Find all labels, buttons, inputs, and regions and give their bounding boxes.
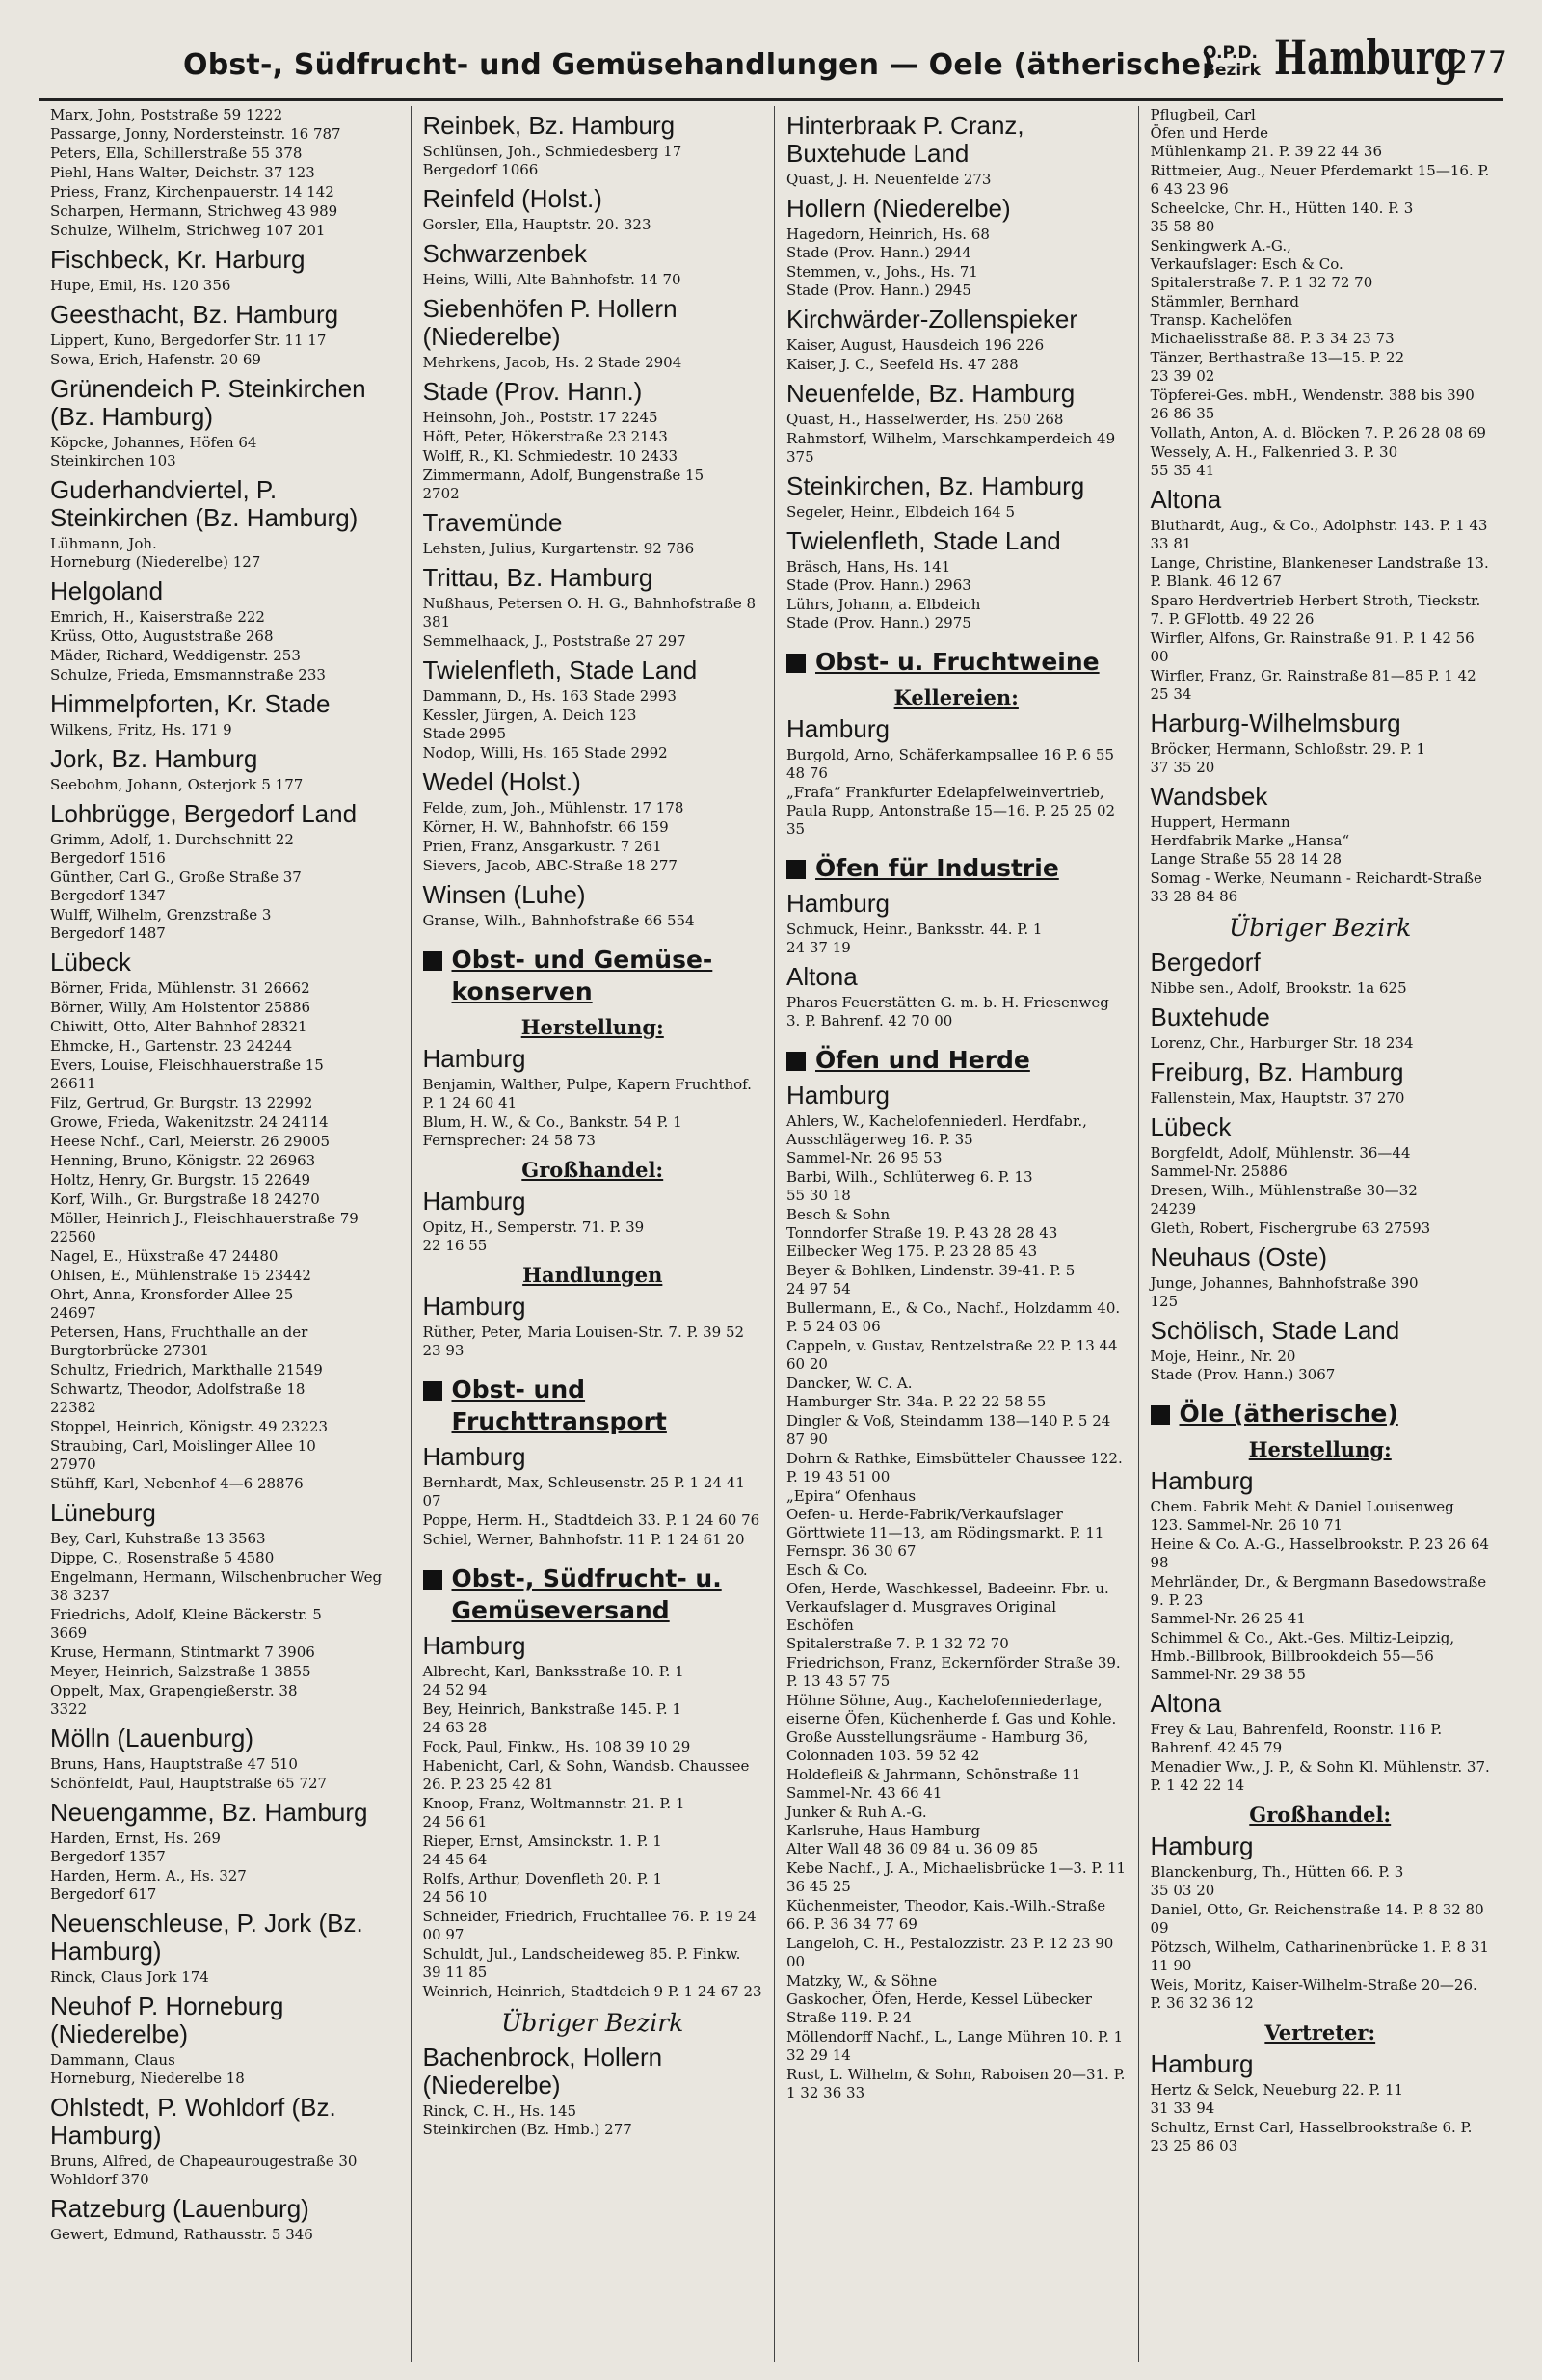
place-heading: Hamburg (786, 889, 890, 918)
directory-entry: Zimmermann, Adolf, Bungenstraße 15 2702 (422, 467, 705, 502)
directory-entry: Nagel, E., Hüxstraße 47 24480 (50, 1247, 279, 1265)
directory-entry: Blanckenburg, Th., Hütten 66. P. 3 35 03 20 (1150, 1863, 1404, 1899)
place-heading: Schwarzenbek (422, 239, 588, 268)
directory-entry: Junker & Ruh A.-G. Karlsruhe, Haus Hamburg Alter Wall 48 36 09 84 u. 36 09 85 (786, 1804, 1039, 1858)
directory-entry: Dingler & Voß, Steindamm 138—140 P. 5 24 87 90 (786, 1412, 1111, 1448)
place-heading: Neuenfelde, Bz. Hamburg (786, 379, 1076, 408)
subsection-heading: Vertreter: (1264, 2020, 1376, 2045)
directory-entry: Möllendorff Nachf., L., Lange Mühren 10. P. 1 32 29 14 (786, 2028, 1124, 2064)
directory-entry: Scheelcke, Chr. H., Hütten 140. P. 3 35 58 80 (1150, 200, 1414, 235)
directory-entry: Growe, Frieda, Wakenitzstr. 24 24114 (50, 1113, 329, 1131)
directory-entry: Wilkens, Fritz, Hs. 171 9 (50, 721, 232, 738)
directory-entry: Pötzsch, Wilhelm, Catharinenbrücke 1. P. 8 31 11 90 (1150, 1939, 1489, 1974)
place-heading: Hamburg (422, 1187, 526, 1216)
place-heading: Lübeck (50, 948, 131, 976)
place-heading: Hamburg (422, 1044, 526, 1073)
directory-entry: Stoppel, Heinrich, Königstr. 49 23223 (50, 1418, 328, 1435)
directory-entry: Habenicht, Carl, & Sohn, Wandsb. Chaussee 26. P. 23 25 42 81 (422, 1757, 750, 1793)
directory-entry: Kaiser, J. C., Seefeld Hs. 47 288 (786, 356, 1019, 373)
directory-entry: Töpferei-Ges. mbH., Wendenstr. 388 bis 390 26 86 35 (1150, 387, 1475, 422)
directory-entry: Burgold, Arno, Schäferkampsallee 16 P. 6 55 48 76 (786, 746, 1114, 782)
directory-entry: Somag - Werke, Neumann - Reichardt-Straße 33 28 84 86 (1150, 869, 1482, 905)
directory-entry: Segeler, Heinr., Elbdeich 164 5 (786, 503, 1016, 521)
section-title: Obst- u. Fruchtweine (815, 648, 1100, 676)
directory-entry: Sievers, Jacob, ABC-Straße 18 277 (422, 857, 678, 874)
directory-entry: Bruns, Alfred, de Chapeaurougestraße 30 Wohldorf 370 (50, 2153, 358, 2188)
directory-entry: Huppert, Hermann Herdfabrik Marke „Hansa“ Lange Straße 55 28 14 28 (1150, 814, 1350, 868)
directory-entry: Hertz & Selck, Neueburg 22. P. 11 31 33 94 (1150, 2081, 1404, 2117)
directory-entry: Stemmen, v., Johs., Hs. 71 Stade (Prov. Hann.) 2945 (786, 263, 978, 299)
directory-entry: Friedrichs, Adolf, Kleine Bäckerstr. 5 3669 (50, 1606, 322, 1642)
directory-entry: Rüther, Peter, Maria Louisen-Str. 7. P. 39 52 23 93 (422, 1324, 745, 1359)
directory-entry: Moje, Heinr., Nr. 20 Stade (Prov. Hann.) 3067 (1150, 1348, 1336, 1383)
section-square-icon (786, 1052, 806, 1071)
subsection-heading: Herstellung: (1248, 1437, 1392, 1461)
directory-entry: Petersen, Hans, Fruchthalle an der Burgtorbrücke 27301 (50, 1324, 308, 1359)
directory-entry: Börner, Frida, Mühlenstr. 31 26662 (50, 979, 310, 997)
place-heading: Travemünde (422, 508, 563, 537)
place-heading: Geesthacht, Bz. Hamburg (50, 300, 339, 329)
directory-entry: Sparo Herdvertrieb Herbert Stroth, Tieckstr. 7. P. GFlottb. 49 22 26 (1150, 592, 1481, 628)
section-heading (786, 1044, 1127, 1076)
directory-entry: Stämmler, Bernhard Transp. Kachelöfen Michaelisstraße 88. P. 3 34 23 73 (1150, 293, 1395, 347)
directory-entry: Dresen, Wilh., Mühlenstraße 30—32 24239 (1150, 1182, 1418, 1217)
place-heading: Kirchwärder-Zollenspieker (786, 305, 1077, 334)
directory-entry: Junge, Johannes, Bahnhofstraße 390 125 (1150, 1274, 1419, 1310)
directory-entry: Schönfeldt, Paul, Hauptstraße 65 727 (50, 1775, 328, 1792)
directory-entry: Henning, Bruno, Königstr. 22 26963 (50, 1152, 316, 1169)
directory-entry: Tänzer, Berthastraße 13—15. P. 22 23 39 02 (1150, 349, 1405, 385)
region-heading: Übriger Bezirk (1229, 914, 1412, 942)
directory-entry: Pflugbeil, Carl Öfen und Herde Mühlenkamp 21. P. 39 22 44 36 (1150, 106, 1383, 160)
directory-entry: Meyer, Heinrich, Salzstraße 1 3855 (50, 1663, 311, 1680)
directory-entry: Schulze, Frieda, Emsmannstraße 233 (50, 666, 326, 683)
place-heading: Ratzeburg (Lauenburg) (50, 2194, 309, 2223)
directory-entry: Harden, Ernst, Hs. 269 Bergedorf 1357 (50, 1830, 221, 1865)
directory-entry: Prien, Franz, Ansgarkustr. 7 261 (422, 838, 662, 855)
directory-entry: Semmelhaack, J., Poststraße 27 297 (422, 632, 686, 650)
place-heading: Twielenfleth, Stade Land (786, 526, 1061, 555)
place-heading: Lüneburg (50, 1498, 156, 1527)
section-square-icon (423, 1570, 442, 1590)
place-heading: Wedel (Holst.) (422, 767, 581, 796)
place-heading: Altona (786, 962, 858, 991)
directory-entry: Quast, H., Hasselwerder, Hs. 250 268 (786, 411, 1064, 428)
page-number: 277 (1449, 44, 1508, 81)
directory-entry: Wulff, Wilhelm, Grenzstraße 3 Bergedorf 1487 (50, 906, 272, 942)
section-heading (786, 852, 1127, 884)
place-heading: Hamburg (422, 1292, 526, 1321)
directory-entry: Granse, Wilh., Bahnhofstraße 66 554 (422, 912, 695, 929)
directory-entry: Chiwitt, Otto, Alter Bahnhof 28321 (50, 1018, 307, 1035)
directory-entry: Bullermann, E., & Co., Nachf., Holzdamm 40. P. 5 24 03 06 (786, 1299, 1121, 1335)
directory-entry: Günther, Carl G., Große Straße 37 Bergedorf 1347 (50, 869, 302, 904)
directory-entry: Gorsler, Ella, Hauptstr. 20. 323 (422, 216, 651, 233)
place-heading: Siebenhöfen P. Hollern (Niederelbe) (422, 294, 678, 351)
directory-entry: Bey, Heinrich, Bankstraße 145. P. 1 24 63 28 (422, 1700, 681, 1736)
subsection-heading: Großhandel: (521, 1158, 664, 1182)
directory-entry: Schimmel & Co., Akt.-Ges. Miltiz-Leipzig, Hmb.-Billbrook, Billbrookdeich 55—56 Sammel-Nr. 29 38 55 (1150, 1629, 1455, 1683)
place-heading: Bachenbrock, Hollern (Niederelbe) (422, 2043, 663, 2099)
column-4 (1138, 106, 1502, 2362)
directory-entry: Bluthardt, Aug., & Co., Adolphstr. 143. P. 1 43 33 81 (1150, 517, 1488, 552)
directory-entry: Peters, Ella, Schillerstraße 55 378 (50, 145, 303, 162)
directory-entry: Nodop, Willi, Hs. 165 Stade 2992 (422, 744, 668, 762)
directory-entry: Borgfeldt, Adolf, Mühlenstr. 36—44 Sammel-Nr. 25886 (1150, 1144, 1411, 1180)
place-heading: Lohbrügge, Bergedorf Land (50, 799, 358, 828)
directory-entry: Opitz, H., Semperstr. 71. P. 39 22 16 55 (422, 1218, 645, 1254)
page-header (39, 21, 1508, 101)
directory-entry: Körner, H. W., Bahnhofstr. 66 159 (422, 818, 669, 836)
directory-entry: Dancker, W. C. A. Hamburger Str. 34a. P. 22 22 58 55 (786, 1375, 1047, 1410)
directory-entry: Matzky, W., & Söhne Gaskocher, Öfen, Herde, Kessel Lübecker Straße 119. P. 24 (786, 1972, 1092, 2026)
directory-entry: Lühmann, Joh. Horneburg (Niederelbe) 127 (50, 535, 261, 571)
directory-entry: Schlünsen, Joh., Schmiedesberg 17 Bergedorf 1066 (422, 143, 682, 178)
section-title: Öfen und Herde (815, 1046, 1030, 1074)
directory-entry: Wirfler, Alfons, Gr. Rainstraße 91. P. 1 42 56 00 (1150, 629, 1475, 665)
place-heading: Hamburg (422, 1631, 526, 1660)
directory-entry: Heese Nchf., Carl, Meierstr. 26 29005 (50, 1133, 331, 1150)
directory-entry: Engelmann, Hermann, Wilschenbrucher Weg 38 3237 (50, 1568, 383, 1604)
place-heading: Hollern (Niederelbe) (786, 194, 1011, 223)
section-square-icon (423, 1381, 442, 1401)
directory-entry: Börner, Willy, Am Holstentor 25886 (50, 999, 311, 1016)
place-heading: Hinterbraak P. Cranz, Buxtehude Land (786, 111, 1024, 168)
place-heading: Guderhandviertel, P. Steinkirchen (Bz. Hamburg) (50, 475, 359, 532)
directory-entry: Weinrich, Heinrich, Stadtdeich 9 P. 1 24 67 23 (422, 1983, 762, 2000)
directory-columns (46, 106, 1502, 2362)
directory-entry: „Frafa“ Frankfurter Edelapfelweinvertrieb, Paula Rupp, Antonstraße 15—16. P. 25 25 02 35 (786, 784, 1116, 838)
directory-entry: Heinsohn, Joh., Poststr. 17 2245 (422, 409, 658, 426)
directory-entry: Rittmeier, Aug., Neuer Pferdemarkt 15—16. P. 6 43 23 96 (1150, 162, 1490, 198)
place-heading: Wandsbek (1150, 782, 1268, 811)
directory-entry: Seebohm, Johann, Osterjork 5 177 (50, 776, 304, 793)
subsection-heading: Großhandel: (1249, 1803, 1392, 1827)
section-square-icon (423, 951, 442, 971)
directory-entry: Sowa, Erich, Hafenstr. 20 69 (50, 351, 261, 368)
directory-entry: Gewert, Edmund, Rathausstr. 5 346 (50, 2226, 313, 2243)
place-heading: Helgoland (50, 576, 164, 605)
place-heading: Jork, Bz. Hamburg (50, 744, 258, 773)
directory-entry: Kebe Nachf., J. A., Michaelisbrücke 1—3. P. 11 36 45 25 (786, 1859, 1127, 1895)
directory-entry: Nußhaus, Petersen O. H. G., Bahnhofstraße 8 381 (422, 595, 757, 630)
directory-entry: Kruse, Hermann, Stintmarkt 7 3906 (50, 1644, 315, 1661)
directory-entry: Benjamin, Walther, Pulpe, Kapern Fruchthof. P. 1 24 60 41 (422, 1076, 752, 1111)
directory-entry: Rahmstorf, Wilhelm, Marschkamperdeich 49 375 (786, 430, 1116, 466)
place-heading: Hamburg (786, 1081, 890, 1110)
directory-entry: Albrecht, Karl, Banksstraße 10. P. 1 24 52 94 (422, 1663, 684, 1698)
directory-entry: Lührs, Johann, a. Elbdeich Stade (Prov. Hann.) 2975 (786, 596, 981, 631)
section-title: Obst- und Fruchttransport (451, 1376, 667, 1435)
subsection-heading: Handlungen (522, 1263, 663, 1287)
section-square-icon (786, 860, 806, 879)
directory-entry: Scharpen, Hermann, Strichweg 43 989 (50, 202, 338, 220)
section-heading (423, 944, 763, 1007)
place-heading: Steinkirchen, Bz. Hamburg (786, 471, 1085, 500)
directory-entry: Daniel, Otto, Gr. Reichenstraße 14. P. 8 32 80 09 (1150, 1901, 1484, 1937)
column-3 (774, 106, 1138, 2362)
page-title: Obst-, Südfrucht- und Gemüsehandlungen — Oele (ätherische) (183, 48, 1215, 82)
directory-entry: Holdefleiß & Jahrmann, Schönstraße 11 Sammel-Nr. 43 66 41 (786, 1766, 1081, 1802)
directory-entry: Piehl, Hans Walter, Deichstr. 37 123 (50, 164, 315, 181)
directory-entry: Felde, zum, Joh., Mühlenstr. 17 178 (422, 799, 684, 816)
directory-entry: Küchenmeister, Theodor, Kais.-Wilh.-Straße 66. P. 36 34 77 69 (786, 1897, 1106, 1933)
section-heading (423, 1374, 763, 1437)
directory-entry: Schmuck, Heinr., Banksstr. 44. P. 1 24 37 19 (786, 921, 1043, 956)
directory-entry: Filz, Gertrud, Gr. Burgstr. 13 22992 (50, 1094, 313, 1111)
directory-entry: Stühff, Karl, Nebenhof 4—6 28876 (50, 1475, 304, 1492)
directory-entry: Oppelt, Max, Grapengießerstr. 38 3322 (50, 1682, 298, 1718)
directory-entry: Weis, Moritz, Kaiser-Wilhelm-Straße 20—26. P. 36 32 36 12 (1150, 1976, 1477, 2012)
directory-entry: Dohrn & Rathke, Eimsbütteler Chaussee 122. P. 19 43 51 00 (786, 1450, 1123, 1485)
place-heading: Himmelpforten, Kr. Stade (50, 689, 331, 718)
directory-entry: Marx, John, Poststraße 59 1222 (50, 106, 283, 123)
place-heading: Schölisch, Stade Land (1150, 1316, 1400, 1345)
directory-entry: Wolff, R., Kl. Schmiedestr. 10 2433 (422, 447, 678, 465)
directory-entry: Ahlers, W., Kachelofenniederl. Herdfabr., Ausschlägerweg 16. P. 35 Sammel-Nr. 26 95 53 (786, 1112, 1087, 1166)
place-heading: Reinbek, Bz. Hamburg (422, 111, 676, 140)
place-heading: Freiburg, Bz. Hamburg (1150, 1057, 1404, 1086)
section-title: Obst- und Gemüse- konserven (451, 946, 713, 1005)
directory-entry: Poppe, Herm. H., Stadtdeich 33. P. 1 24 60 76 (422, 1511, 760, 1529)
directory-entry: Mäder, Richard, Weddigenstr. 253 (50, 647, 301, 664)
place-heading: Altona (1150, 485, 1222, 514)
place-heading: Twielenfleth, Stade Land (422, 655, 698, 684)
directory-entry: Blum, H. W., & Co., Bankstr. 54 P. 1 Fernsprecher: 24 58 73 (422, 1113, 682, 1149)
section-title: Öfen für Industrie (815, 854, 1059, 882)
place-heading: Hamburg (786, 714, 890, 743)
place-heading: Altona (1150, 1689, 1222, 1718)
directory-entry: Knoop, Franz, Woltmannstr. 21. P. 1 24 56 61 (422, 1795, 685, 1831)
directory-entry: Priess, Franz, Kirchenpauerstr. 14 142 (50, 183, 334, 201)
directory-entry: Fock, Paul, Finkw., Hs. 108 39 10 29 (422, 1738, 691, 1755)
directory-entry: Krüss, Otto, Auguststraße 268 (50, 628, 274, 645)
section-heading (786, 646, 1127, 678)
directory-entry: Hagedorn, Heinrich, Hs. 68 Stade (Prov. Hann.) 2944 (786, 226, 990, 261)
directory-entry: Nibbe sen., Adolf, Brookstr. 1a 625 (1150, 979, 1407, 997)
place-heading: Harburg-Wilhelmsburg (1150, 709, 1401, 737)
directory-entry: Quast, J. H. Neuenfelde 273 (786, 171, 992, 188)
directory-entry: Chem. Fabrik Meht & Daniel Louisenweg 123. Sammel-Nr. 26 10 71 (1150, 1498, 1454, 1534)
directory-entry: Straubing, Carl, Moislinger Allee 10 27970 (50, 1437, 316, 1473)
directory-entry: Lehsten, Julius, Kurgartenstr. 92 786 (422, 540, 695, 557)
directory-entry: Kaiser, August, Hausdeich 196 226 (786, 336, 1045, 354)
directory-entry: Dippe, C., Rosenstraße 5 4580 (50, 1549, 275, 1566)
directory-entry: Mehrländer, Dr., & Bergmann Basedowstraße 9. P. 23 Sammel-Nr. 26 25 41 (1150, 1573, 1487, 1627)
directory-entry: Lippert, Kuno, Bergedorfer Str. 11 17 (50, 332, 327, 349)
directory-entry: Dammann, D., Hs. 163 Stade 2993 (422, 687, 677, 705)
section-heading (1151, 1398, 1491, 1430)
directory-entry: Harden, Herm. A., Hs. 327 Bergedorf 617 (50, 1867, 247, 1903)
district-label: O.P.D. Bezirk (1203, 43, 1261, 80)
directory-entry: Passarge, Jonny, Nordersteinstr. 16 787 (50, 125, 341, 143)
directory-entry: Ehmcke, H., Gartenstr. 23 24244 (50, 1037, 293, 1055)
section-square-icon (786, 654, 806, 673)
directory-entry: Senkingwerk A.-G., Verkaufslager: Esch & Co. Spitalerstraße 7. P. 1 32 72 70 (1150, 237, 1373, 291)
directory-entry: Pharos Feuerstätten G. m. b. H. Friesenweg 3. P. Bahrenf. 42 70 00 (786, 994, 1109, 1030)
place-heading: Hamburg (1150, 1466, 1254, 1495)
directory-entry: Mehrkens, Jacob, Hs. 2 Stade 2904 (422, 354, 682, 371)
section-heading (423, 1563, 763, 1626)
directory-entry: Schultz, Friedrich, Markthalle 21549 (50, 1361, 323, 1378)
directory-entry: Schultz, Ernst Carl, Hasselbrookstraße 6. P. 23 25 86 03 (1150, 2119, 1473, 2154)
directory-entry: Menadier Ww., J. P., & Sohn Kl. Mühlenstr. 37. P. 1 42 22 14 (1150, 1758, 1490, 1794)
directory-entry: Hupe, Emil, Hs. 120 356 (50, 277, 231, 294)
directory-entry: Ohlsen, E., Mühlenstraße 15 23442 (50, 1267, 311, 1284)
place-heading: Bergedorf (1150, 948, 1261, 976)
directory-entry: Rieper, Ernst, Amsinckstr. 1. P. 1 24 45 64 (422, 1832, 662, 1868)
directory-entry: Rinck, Claus Jork 174 (50, 1968, 209, 1986)
directory-entry: Esch & Co. Ofen, Herde, Waschkessel, Badeeinr. Fbr. u. Verkaufslager d. Musgraves Original Eschöfen Spitalerstraße 7. P. 1 32 72 70 (786, 1562, 1109, 1652)
place-heading: Mölln (Lauenburg) (50, 1724, 254, 1752)
directory-entry: Barbi, Wilh., Schlüterweg 6. P. 13 55 30 18 (786, 1168, 1033, 1204)
place-heading: Hamburg (1150, 2049, 1254, 2078)
section-title: Obst-, Südfrucht- u. Gemüseversand (451, 1564, 722, 1624)
directory-entry: Wessely, A. H., Falkenried 3. P. 30 55 35 41 (1150, 443, 1398, 479)
directory-entry: Schuldt, Jul., Landscheideweg 85. P. Finkw. 39 11 85 (422, 1945, 741, 1981)
directory-entry: Dammann, Claus Horneburg, Niederelbe 18 (50, 2051, 245, 2087)
section-square-icon (1151, 1405, 1170, 1425)
directory-entry: Beyer & Bohlken, Lindenstr. 39-41. P. 5 24 97 54 (786, 1262, 1076, 1297)
directory-entry: Kessler, Jürgen, A. Deich 123 Stade 2995 (422, 707, 637, 742)
directory-entry: Cappeln, v. Gustav, Rentzelstraße 22 P. 13 44 60 20 (786, 1337, 1118, 1373)
directory-entry: Korf, Wilh., Gr. Burgstraße 18 24270 (50, 1190, 320, 1208)
place-heading: Hamburg (422, 1442, 526, 1471)
directory-entry: Heine & Co. A.-G., Hasselbrookstr. P. 23 26 64 98 (1150, 1536, 1490, 1571)
place-heading: Neuhaus (Oste) (1150, 1243, 1328, 1271)
directory-entry: Holtz, Henry, Gr. Burgstr. 15 22649 (50, 1171, 311, 1189)
section-title: Öle (ätherische) (1179, 1400, 1398, 1428)
place-heading: Neuengamme, Bz. Hamburg (50, 1798, 368, 1827)
directory-entry: Schulze, Wilhelm, Strichweg 107 201 (50, 222, 326, 239)
place-heading: Ohlstedt, P. Wohldorf (Bz. Hamburg) (50, 2093, 336, 2150)
directory-entry: Lange, Christine, Blankeneser Landstraße 13. P. Blank. 46 12 67 (1150, 554, 1489, 590)
directory-entry: Gleth, Robert, Fischergrube 63 27593 (1150, 1219, 1431, 1237)
region-heading: Übriger Bezirk (501, 2009, 684, 2037)
subsection-heading: Kellereien: (893, 685, 1019, 709)
directory-entry: Höft, Peter, Hökerstraße 23 2143 (422, 428, 668, 445)
directory-entry: Fallenstein, Max, Hauptstr. 37 270 (1150, 1089, 1405, 1107)
directory-entry: Wirfler, Franz, Gr. Rainstraße 81—85 P. 1 42 25 34 (1150, 667, 1476, 703)
directory-entry: Evers, Louise, Fleischhauerstraße 15 26611 (50, 1056, 324, 1092)
directory-entry: Bröcker, Hermann, Schloßstr. 29. P. 1 37 35 20 (1150, 740, 1426, 776)
directory-entry: Emrich, H., Kaiserstraße 222 (50, 608, 265, 626)
directory-entry: Köpcke, Johannes, Höfen 64 Steinkirchen 103 (50, 434, 257, 469)
subsection-heading: Herstellung: (520, 1015, 664, 1039)
directory-entry: Bruns, Hans, Hauptstraße 47 510 (50, 1755, 298, 1773)
directory-entry: Höhne Söhne, Aug., Kachelofenniederlage, eiserne Öfen, Küchenherde f. Gas und Kohle. Große Ausstellungsräume - Hamburg 36, Colonnaden 103. 59 52 42 (786, 1692, 1117, 1764)
place-heading: Stade (Prov. Hann.) (422, 377, 643, 406)
directory-entry: Bräsch, Hans, Hs. 141 Stade (Prov. Hann.) 2963 (786, 558, 971, 594)
directory-entry: Vollath, Anton, A. d. Blöcken 7. P. 26 28 08 69 (1150, 424, 1486, 441)
directory-entry: Rust, L. Wilhelm, & Sohn, Raboisen 20—31. P. 1 32 36 33 (786, 2066, 1126, 2101)
column-2 (411, 106, 775, 2362)
place-heading: Grünendeich P. Steinkirchen (Bz. Hamburg) (50, 374, 366, 431)
place-heading: Winsen (Luhe) (422, 880, 586, 909)
place-heading: Lübeck (1150, 1112, 1232, 1141)
place-heading: Buxtehude (1150, 1003, 1270, 1031)
place-heading: Fischbeck, Kr. Harburg (50, 245, 306, 274)
directory-entry: Schwartz, Theodor, Adolfstraße 18 22382 (50, 1380, 306, 1416)
place-heading: Reinfeld (Holst.) (422, 184, 602, 213)
directory-entry: Besch & Sohn Tonndorfer Straße 19. P. 43 28 28 43 Eilbecker Weg 175. P. 23 28 85 43 (786, 1206, 1058, 1260)
directory-entry: Heins, Willi, Alte Bahnhofstr. 14 70 (422, 271, 681, 288)
directory-entry: Rolfs, Arthur, Dovenfleth 20. P. 1 24 56 10 (422, 1870, 662, 1906)
directory-entry: Friedrichson, Franz, Eckernförder Straße 39. P. 13 43 57 75 (786, 1654, 1121, 1690)
directory-entry: Bernhardt, Max, Schleusenstr. 25 P. 1 24 41 07 (422, 1474, 745, 1510)
place-heading: Neuenschleuse, P. Jork (Bz. Hamburg) (50, 1909, 363, 1966)
directory-entry: Grimm, Adolf, 1. Durchschnitt 22 Bergedorf 1516 (50, 831, 294, 867)
directory-entry: Langeloh, C. H., Pestalozzistr. 23 P. 12 23 90 00 (786, 1935, 1114, 1970)
directory-entry: Bey, Carl, Kuhstraße 13 3563 (50, 1530, 266, 1547)
directory-entry: Lorenz, Chr., Harburger Str. 18 234 (1150, 1034, 1414, 1052)
city-name: Hamburg (1274, 29, 1458, 86)
place-heading: Trittau, Bz. Hamburg (422, 563, 653, 592)
directory-entry: Frey & Lau, Bahrenfeld, Roonstr. 116 P. Bahrenf. 42 45 79 (1150, 1721, 1443, 1756)
directory-entry: „Epira“ Ofenhaus Oefen- u. Herde-Fabrik/Verkaufslager Görttwiete 11—13, am Rödingsmarkt. P. 11 Fernspr. 36 30 67 (786, 1487, 1104, 1560)
directory-entry: Ohrt, Anna, Kronsforder Allee 25 24697 (50, 1286, 294, 1322)
place-heading: Hamburg (1150, 1832, 1254, 1860)
directory-entry: Schneider, Friedrich, Fruchtallee 76. P. 19 24 00 97 (422, 1908, 757, 1943)
directory-entry: Möller, Heinrich J., Fleischhauerstraße 79 22560 (50, 1210, 359, 1245)
place-heading: Neuhof P. Horneburg (Niederelbe) (50, 1992, 284, 2048)
column-1 (46, 106, 411, 2362)
directory-entry: Rinck, C. H., Hs. 145 Steinkirchen (Bz. Hmb.) 277 (422, 2102, 632, 2138)
directory-entry: Schiel, Werner, Bahnhofstr. 11 P. 1 24 61 20 (422, 1531, 745, 1548)
